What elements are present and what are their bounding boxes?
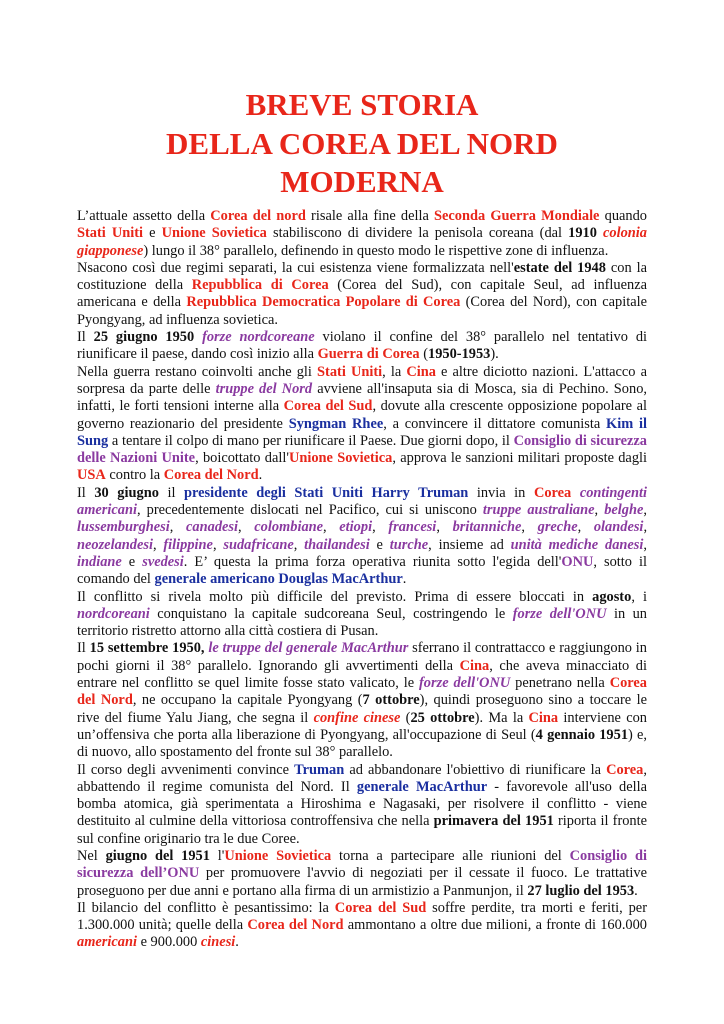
body-text — [571, 485, 580, 501]
emphasis-text: greche — [537, 519, 578, 536]
paragraph — [77, 208, 647, 260]
body-text: e 900.000 — [136, 934, 201, 951]
emphasis-text: filippine — [163, 536, 213, 553]
body-text: Nsacono così due regimi separati, la cui esistenza viene formalizzata nell' — [77, 259, 514, 276]
body-text: Nel — [77, 847, 106, 864]
emphasis-text: americani — [77, 934, 137, 951]
emphasis-text: Corea — [533, 484, 572, 501]
emphasis-text: olandesi — [593, 519, 644, 536]
body-text: stabiliscono di dividere la penisola coreana (dal — [266, 225, 569, 242]
emphasis-text: neozelandesi — [77, 536, 153, 553]
body-text: ). Ma la — [474, 709, 529, 726]
emphasis-text: Consiglio di sicurezza dell’ONU — [77, 847, 647, 882]
emphasis-text: forze dell'ONU — [512, 605, 607, 622]
emphasis-text: Corea del Nord — [163, 467, 259, 484]
emphasis-text: Repubblica Democratica Popolare di Corea — [186, 294, 461, 311]
body-text: violano il confine del 38° parallelo nel tentativo di riunificare il paese, dando così inizio alla — [77, 329, 648, 363]
document-body — [77, 208, 647, 952]
body-text: torna a partecipare alle riunioni del — [331, 847, 570, 864]
emphasis-text: britanniche — [452, 519, 522, 536]
body-text: conquistano la capitale sudcoreana Seul, costringendo le — [149, 605, 513, 622]
body-text: , — [643, 502, 647, 519]
emphasis-text: Corea del Sud — [334, 899, 427, 916]
body-text: , ne occupano la capitale Pyongyang ( — [132, 692, 363, 709]
body-text: ). — [490, 346, 499, 363]
emphasis-text: thailandesi — [304, 536, 370, 553]
body-text: Il — [77, 640, 90, 657]
body-text — [194, 329, 202, 345]
emphasis-text: cinesi — [200, 934, 236, 951]
emphasis-text: Seconda Guerra Mondiale — [434, 208, 600, 224]
body-text: sferrano il contrattacco e raggiungono in pochi giorni il 38° parallelo. Ignorando gli avvertimenti della — [77, 640, 648, 674]
body-text: ( — [400, 709, 411, 726]
body-text: ) lungo il 38° parallelo, definendo in questo modo le rispettive zone di influenza. — [143, 242, 609, 259]
emphasis-text: Corea — [606, 761, 644, 778]
title-line: MODERNA — [280, 164, 444, 199]
emphasis-text: Stati Uniti — [77, 225, 144, 242]
body-text: il — [158, 484, 185, 501]
body-text: , a convincere il dittatore comunista — [383, 415, 607, 432]
body-text: , — [594, 502, 605, 519]
body-text: , — [521, 519, 538, 536]
body-text: Il conflitto si rivela molto più difficile del previsto. Prima di essere bloccati in — [77, 588, 593, 605]
paragraph — [77, 900, 647, 952]
emphasis-text: indiane — [77, 553, 122, 570]
emphasis-text: truppe del Nord — [215, 380, 313, 397]
body-text: (Corea del Sud), con capitale Seul, ad influenza americana e della — [77, 277, 647, 311]
body-text: ammontano a oltre due milioni, a fronte di 160.000 — [343, 917, 647, 934]
body-text: , — [323, 519, 340, 536]
emphasis-text: etiopi — [339, 519, 373, 536]
emphasis-text: Stati Uniti — [317, 363, 383, 380]
body-text: quando — [599, 208, 647, 224]
page-title — [0, 86, 724, 202]
paragraph — [77, 848, 647, 900]
body-text: . — [235, 934, 239, 951]
body-text: Il — [77, 329, 94, 346]
paragraph — [77, 762, 647, 848]
emphasis-text: giugno del 1951 — [105, 847, 210, 864]
emphasis-text: Repubblica di Corea — [191, 277, 329, 294]
body-text: Nella guerra restano coinvolti anche gli — [77, 363, 318, 380]
emphasis-text: colombiane — [254, 519, 324, 536]
title-line: BREVE STORIA — [245, 87, 479, 122]
emphasis-text: colonia giapponese — [77, 225, 647, 259]
emphasis-text: Corea del Sud — [283, 398, 373, 415]
body-text: soffre perdite, tra morti e feriti, per 1.300.000 unità; quelle della — [77, 899, 647, 934]
emphasis-text: 1950-1953 — [428, 346, 491, 363]
body-text: , — [212, 536, 224, 553]
emphasis-text: forze dell'ONU — [419, 675, 511, 692]
body-text: Il corso degli avvenimenti convince — [77, 761, 295, 778]
emphasis-text: 27 luglio del 1953 — [527, 882, 635, 899]
emphasis-text: svedesi — [142, 553, 184, 570]
body-text: . E’ questa la prima forza operativa riunita sotto l'egida dell' — [183, 553, 562, 570]
paragraph — [77, 589, 647, 641]
body-text: (Corea del Nord), con capitale Pyongyang, ad influenza sovietica. — [77, 294, 647, 328]
paragraph — [77, 329, 647, 364]
emphasis-text: Guerra di Corea — [317, 346, 420, 363]
body-text: avviene all'insaputa sia di Mosca, sia di Pechino. Sono, infatti, le forti tensioni interne alla — [77, 380, 647, 415]
emphasis-text: Cina — [459, 657, 490, 674]
body-text: , — [436, 519, 453, 536]
emphasis-text: Corea del Nord — [247, 917, 344, 934]
emphasis-text: Unione Sovietica — [224, 847, 332, 864]
body-text: ad abbandonare l'obiettivo di riunificare la — [344, 761, 607, 778]
emphasis-text: nordcoreani — [77, 605, 150, 622]
emphasis-text: lussemburghesi — [77, 519, 170, 536]
emphasis-text: Cina — [528, 709, 559, 726]
body-text: , — [169, 519, 187, 536]
body-text: per promuovere l'avvio di negoziati per il cessate il fuoco. Le trattative proseguono per due anni e portano alla firma di un armistizio a Panmunjon, il — [77, 865, 647, 899]
emphasis-text: estate del 1948 — [513, 259, 606, 276]
body-text: ( — [419, 346, 429, 363]
body-text: . — [634, 882, 638, 899]
emphasis-text: Truman — [294, 761, 345, 778]
emphasis-text: 1910 — [568, 225, 597, 242]
body-text: , dovute alla crescente opposizione popolare al governo reazionario del presidente — [77, 398, 647, 432]
emphasis-text: primavera del 1951 — [433, 813, 554, 830]
emphasis-text: ONU — [561, 553, 594, 570]
emphasis-text: forze nordcoreane — [202, 329, 315, 346]
body-text: risale alla fine della — [305, 208, 435, 224]
emphasis-text: generale MacArthur — [356, 778, 488, 795]
emphasis-text: contingenti americani — [77, 484, 647, 519]
paragraph — [77, 485, 647, 589]
body-text: , sotto il comando del — [77, 553, 647, 588]
body-text: a tentare il colpo di mano per riunificare il Paese. Due giorni dopo, il — [108, 432, 514, 449]
emphasis-text: unità mediche danesi — [510, 536, 644, 553]
body-text: in un territorio ristretto attorno alla città costiera di Pusan. — [77, 605, 647, 640]
emphasis-text: 4 gennaio 1951 — [535, 726, 629, 743]
body-text: , — [643, 536, 647, 553]
body-text: - favorevole all'uso della bomba atomica, già sperimentata a Hiroshima e Nagasaki, per risolvere il conflitto - viene destituito al culmine della vittoriosa controffensiva che nella — [77, 778, 647, 830]
emphasis-text: USA — [77, 467, 106, 484]
emphasis-text: francesi — [388, 519, 437, 536]
body-text: . — [402, 571, 407, 588]
emphasis-text: 25 giugno 1950 — [93, 329, 195, 346]
emphasis-text: sudafricane — [223, 536, 294, 553]
body-text: con la costituzione della — [77, 259, 647, 294]
body-text: , — [577, 519, 594, 536]
paragraph — [77, 364, 647, 485]
emphasis-text: Unione Sovietica — [161, 225, 267, 242]
body-text: , boicottato dall' — [195, 450, 289, 467]
body-text: , che aveva minacciato di entrare nel conflitto se quel limite fosse stato valicato, le — [77, 657, 647, 692]
emphasis-text: Unione Sovietica — [288, 450, 393, 467]
emphasis-text: presidente degli Stati Uniti Harry Truman — [184, 484, 469, 501]
body-text: invia in — [468, 484, 534, 501]
emphasis-text: agosto — [592, 588, 632, 605]
body-text: Il — [77, 484, 95, 501]
body-text: penetrano nella — [510, 675, 610, 692]
body-text: , la — [382, 363, 407, 380]
body-text: , — [293, 536, 305, 553]
body-text: e — [369, 536, 390, 553]
body-text: . — [258, 467, 263, 484]
title-line: DELLA COREA DEL NORD — [166, 125, 558, 161]
emphasis-text: generale americano Douglas MacArthur — [154, 571, 403, 588]
body-text: , — [372, 519, 389, 536]
body-text: l' — [209, 847, 225, 864]
emphasis-text: truppe australiane — [482, 502, 595, 519]
emphasis-text: 30 giugno — [94, 484, 159, 501]
emphasis-text: canadesi — [186, 519, 239, 536]
emphasis-text: Corea del Nord — [77, 675, 647, 709]
body-text: e altre diciotto nazioni. L'attacco a sorpresa da parte delle — [77, 363, 647, 397]
emphasis-text: Corea del nord — [210, 208, 306, 224]
body-text: Il bilancio del conflitto è pesantissimo: la — [77, 899, 335, 916]
emphasis-text: Syngman Rhee — [288, 415, 384, 432]
body-text: e — [121, 553, 143, 570]
emphasis-text: Kim il Sung — [77, 415, 647, 449]
body-text: ), quindi proseguono sino a toccare le rive del fiume Yalu Jiang, che segna il — [77, 692, 647, 726]
emphasis-text: belghe — [604, 502, 644, 519]
body-text: , — [643, 519, 648, 536]
body-text: ) e, di nuovo, allo spostamento del fronte sul 38° parallelo. — [77, 726, 648, 761]
emphasis-text: 15 settembre 1950, — [89, 640, 205, 657]
body-text: , approva le sanzioni militari proposte dagli — [392, 450, 648, 467]
body-text: riporta il fronte sul confine originario tra le due Coree. — [77, 813, 648, 847]
emphasis-text: Cina — [406, 363, 436, 380]
body-text: e — [143, 225, 162, 242]
emphasis-text: 7 ottobre — [362, 692, 420, 709]
emphasis-text: turche — [389, 536, 429, 553]
paragraph — [77, 640, 647, 761]
body-text: L’attuale assetto della — [77, 208, 211, 224]
emphasis-text: Consiglio di sicurezza delle Nazioni Unite — [77, 432, 648, 467]
emphasis-text: confine cinese — [313, 709, 401, 726]
body-text: , — [238, 519, 255, 536]
body-text: , precedentemente dislocati nel Pacifico, cui si uniscono — [136, 502, 483, 519]
body-text: , abbattendo il regime comunista del Nord. Il — [77, 761, 647, 795]
emphasis-text: 25 ottobre — [410, 709, 475, 726]
body-text: contro la — [105, 467, 164, 484]
body-text: , — [152, 536, 164, 553]
paragraph — [77, 260, 647, 329]
body-text: , i — [631, 588, 647, 605]
body-text: interviene con un’offensiva che porta alla liberazione di Pyongyang, all'occupazione di Seul ( — [77, 709, 648, 743]
body-text: , insieme ad — [428, 536, 511, 553]
emphasis-text: le truppe del generale MacArthur — [208, 640, 409, 657]
